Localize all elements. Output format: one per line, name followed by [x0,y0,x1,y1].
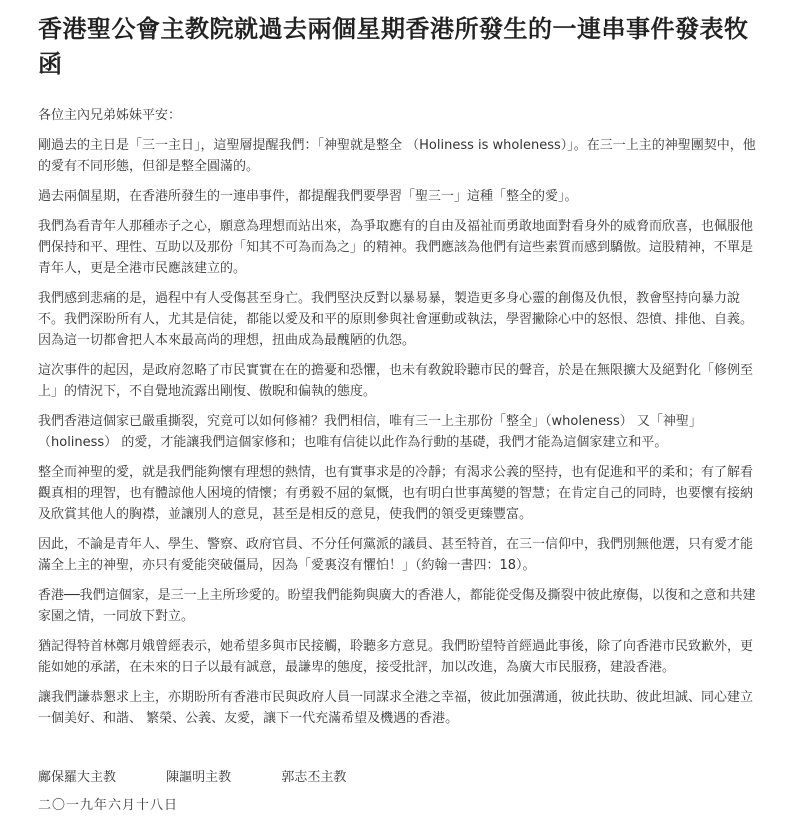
signature-bishop-2: 郭志丕主教 [281,770,347,785]
signature-bishop-1: 陳謳明主教 [166,770,232,785]
letter-paragraph-1: 剛過去的主日是「三一主日」，這聖層提醒我們：「神聖就是整全 （Holiness is wholeness）」。在三一上主的神聖團契中，他的愛有不同形態，但卻是整全圓滿的。 [38,138,756,174]
signature-line [38,768,760,788]
signature-archbishop: 鄺保羅大主教 [38,770,117,785]
letter-greeting: 各位主內兄弟姊妹平安： [38,108,182,123]
letter-paragraph-11: 讓我們謙恭懇求上主，亦期盼所有香港市民與政府人員一同謀求全港之幸福，彼此加强溝通，彼此扶助、彼此坦誠、同心建立一個美好、和諧、 繁榮、公義、友愛，讓下一代充滿希望及機遇的香港。 [38,690,754,726]
letter-paragraph-3: 我們為看青年人那種赤子之心，願意為理想而站出來，為爭取應有的自由及福祉而勇敢地面對看身外的威脅而欣喜，也佩服他們保持和平、理性、互助以及那份「知其不可為而為之」的精神。我們應該為他們有這些素質而感到驕傲。這股精神，不單是青年人，更是全港市民應該建立的。 [38,219,754,276]
letter-paragraph-8: 因此，不論是青年人、學生、警察、政府官員、不分任何黨派的議員、甚至特首，在三一信仰中，我們別無他選，只有愛才能滿全上主的神聖，亦只有愛能突破僵局，因為「愛裏沒有懼怕！」（約翰一書四：18）。 [38,537,754,573]
letter-paragraph-4: 我們感到悲痛的是，過程中有人受傷甚至身亡。我們堅決反對以暴易暴，製造更多身心靈的創傷及仇恨，教會堅持向暴力說不。我們深盼所有人，尤其是信徒，都能以愛及和平的原則參與社會運動或執法，學習撇除心中的怒恨、怨憤、排他、自義。因為這一切都會把人本來最高尚的理想，扭曲成為最醜陋的仇怨。 [38,291,754,348]
letter-paragraph-5: 這次事件的起因，是政府忽略了市民實實在在的擔憂和恐懼，也未有敎銳聆聽市民的聲音，於是在無限擴大及絕對化「修例至上」的情況下，不自覺地流露出剛愎、傲睨和偏執的態度。 [38,363,754,399]
letter-title: 香港聖公會主教院就過去兩個星期香港所發生的一連串事件發表牧函 [38,15,749,78]
letter-paragraph-7: 整全而神聖的愛，就是我們能夠懷有理想的熱情，也有實事求是的冷靜；有渴求公義的堅持，也有促進和平的柔和；有了解看觀真相的理智，也有體諒他人困境的情懷；有勇毅不屈的氣慨，也有明白世事萬變的智慧；在肯定自己的同時，也要懷有接納及欣賞其他人的胸襟，並讓別人的意見，甚至是相反的意見，使我們的領受更臻豐富。 [38,465,754,522]
letter-paragraph-10: 猶記得特首林鄭月娥曾經表示，她希望多與市民接觸，聆聽多方意見。我們盼望特首經過此事後，除了向香港市民致歉外，更能如她的承諾，在未來的日子以最有誠意，最謙卑的態度，接受批評，加以改進，為廣大市民服務，建設香港。 [38,639,754,675]
letter-paragraph-2: 過去兩個星期，在香港所發生的一連串事件，都提醒我們要學習「聖三一」這種「整全的愛」。 [38,189,578,204]
letter-paragraph-6: 我們香港這個家已嚴重撕裂，究竟可以如何修補？我們相信，唯有三一上主那份「整全」（wholeness） 又「神聖」（holiness） 的愛，才能讓我們這個家修和；也唯有信徒以此作為行動的基礎，我們才能為這個家建立和平。 [38,414,702,450]
letter-date: 二〇一九年六月十八日 [38,798,179,813]
letter-paragraph-9: 香港──我們這個家，是三一上主所珍愛的。盼望我們能夠與廣大的香港人，都能從受傷及撕裂中彼此療傷，以復和之意和共建家園之情，一同放下對立。 [38,588,756,624]
